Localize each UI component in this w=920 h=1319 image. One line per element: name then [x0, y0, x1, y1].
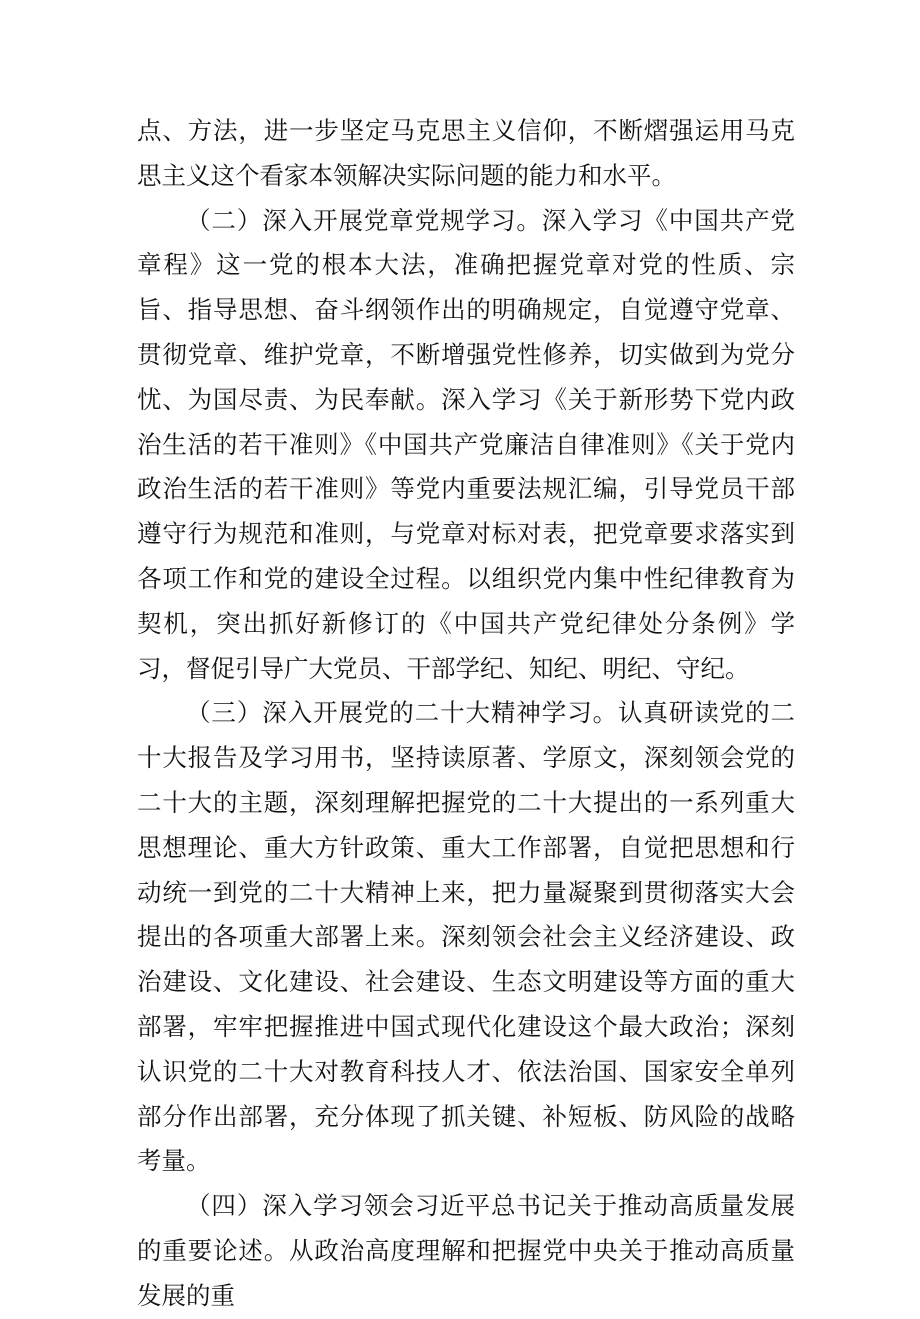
paragraph-continuation: 点、方法，进一步坚定马克思主义信仰，不断熠强运用马克思主义这个看家本领解决实际问题的能力和水平。: [137, 116, 795, 190]
document-body: [137, 109, 795, 1319]
paragraph-section-2: （二）深入开展党章党规学习。深入学习《中国共产党章程》这一党的根本大法，准确把握党章对党的性质、宗旨、指导思想、奋斗纲领作出的明确规定，自觉遵守党章、贯彻党章、维护党章，不断增强党性修养，切实做到为党分忧、为国尽责、为民奉献。深入学习《关于新形势下党内政治生活的若干准则》《中国共产党廉洁自律准则》《关于党内政治生活的若干准则》等党内重要法规汇编，引导党员干部遵守行为规范和准则，与党章对标对表，把党章要求落实到各项工作和党的建设全过程。以组织党内集中性纪律教育为契机，突出抓好新修订的《中国共产党纪律处分条例》学习，督促引导广大党员、干部学纪、知纪、明纪、守纪。: [137, 205, 795, 683]
paragraph-section-3: （三）深入开展党的二十大精神学习。认真研读党的二十大报告及学习用书，坚持读原著、学原文，深刻领会党的二十大的主题，深刻理解把握党的二十大提出的一系列重大思想理论、重大方针政策、重大工作部署，自觉把思想和行动统一到党的二十大精神上来，把力量凝聚到贯彻落实大会提出的各项重大部署上来。深刻领会社会主义经济建设、政治建设、文化建设、社会建设、生态文明建设等方面的重大部署，牢牢把握推进中国式现代化建设这个最大政治；深刻认识党的二十大对教育科技人才、依法治国、国家安全单列部分作出部署，充分体现了抓关键、补短板、防风险的战略考量。: [137, 698, 795, 1176]
paragraph-section-4: （四）深入学习领会习近平总书记关于推动高质量发展的重要论述。从政治高度理解和把握党中央关于推动高质量发展的重: [137, 1191, 795, 1310]
